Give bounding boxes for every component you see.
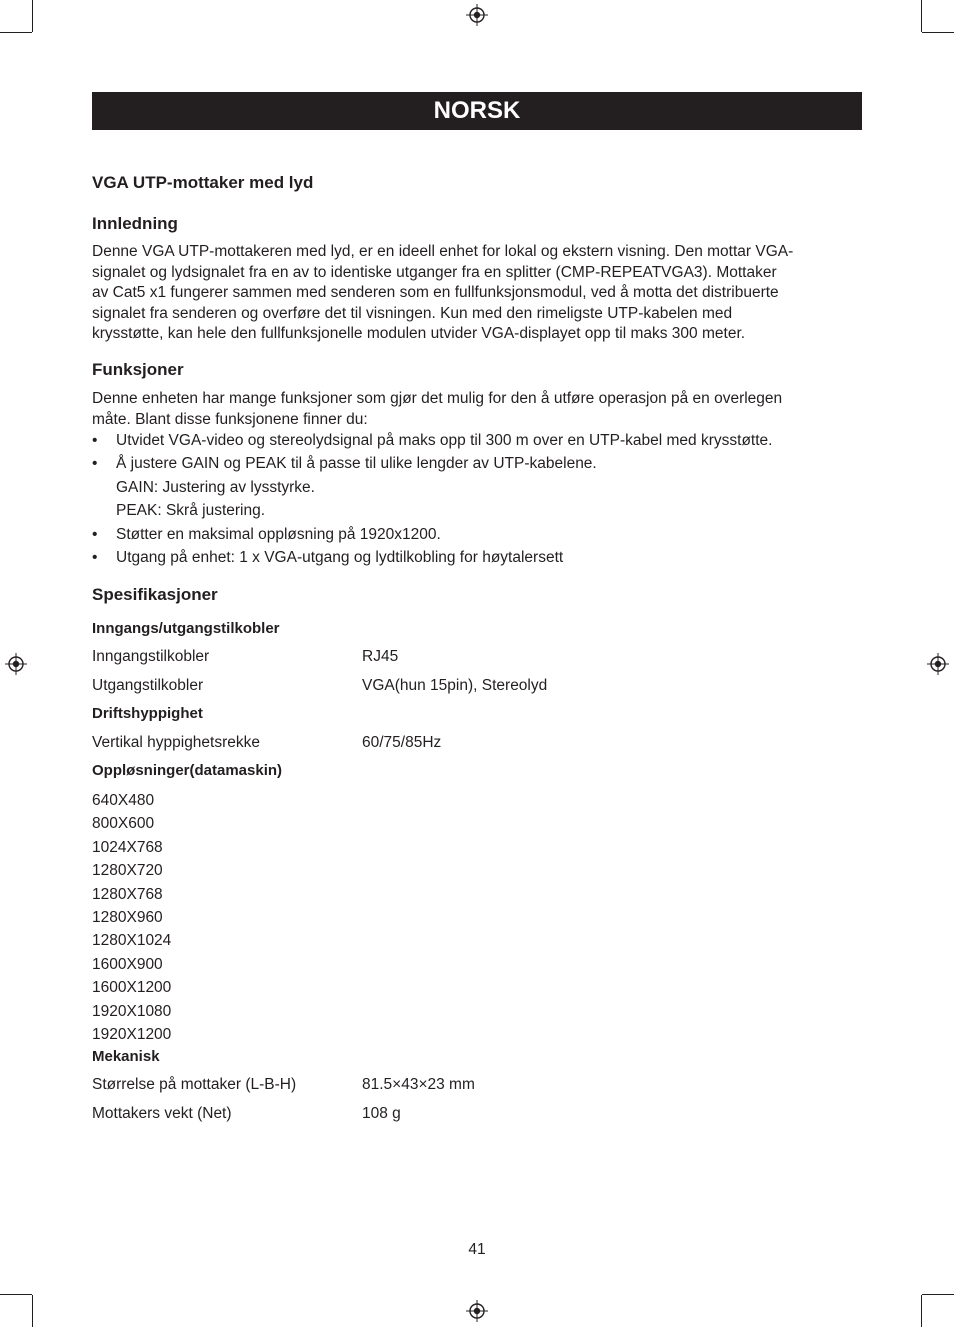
crop-mark-bottom-right-v xyxy=(921,1295,922,1327)
bullet-marker: • xyxy=(92,455,98,472)
registration-mark-icon xyxy=(466,4,488,26)
bullet-marker: • xyxy=(92,432,98,449)
functions-line: måte. Blant disse funksjonene finner du: xyxy=(92,410,368,428)
spec-group-title: Mekanisk xyxy=(92,1048,160,1065)
intro-paragraph xyxy=(92,242,867,345)
resolution-item: 1600X1200 xyxy=(92,979,172,997)
crop-mark-top-right-v xyxy=(921,0,922,32)
resolution-item: 640X480 xyxy=(92,792,155,809)
intro-line: av Cat5 x1 fungerer sammen med senderen som en fullfunksjonsmodul, ved å motta det distribuerte xyxy=(92,284,779,301)
bullet-item: Støtter en maksimal oppløsning på 1920x1200. xyxy=(116,526,441,543)
resolution-item: 1280X960 xyxy=(92,909,163,927)
spec-value: 60/75/85Hz xyxy=(362,734,442,751)
bullet-item: Utgang på enhet: 1 x VGA-utgang og lydtilkobling for høytalersett xyxy=(116,549,564,566)
resolution-item: 1920X1080 xyxy=(92,1002,172,1020)
spec-value: 81.5×43×23 mm xyxy=(362,1076,475,1093)
spec-label: Utgangstilkobler xyxy=(92,677,204,694)
crop-mark-bottom-left-h xyxy=(0,1294,32,1295)
specs-heading: Spesifikasjoner xyxy=(92,585,218,604)
page-number: 41 xyxy=(468,1241,486,1258)
bullet-sub-line: GAIN: Justering av lysstyrke. xyxy=(116,479,315,496)
intro-line: signalet fra senderen og overføre det til visningen. Kun med den rimeligste UTP-kabelen med xyxy=(92,304,733,322)
functions-paragraph xyxy=(92,389,867,430)
intro-heading: Innledning xyxy=(92,214,178,233)
resolution-item: 1024X768 xyxy=(92,838,163,856)
product-title: VGA UTP-mottaker med lyd xyxy=(92,173,314,192)
crop-mark-bottom-right-h xyxy=(922,1294,954,1295)
resolution-item: 800X600 xyxy=(92,815,155,833)
resolution-item: 1280X720 xyxy=(92,862,163,880)
bullet-sub-line: PEAK: Skrå justering. xyxy=(116,502,266,519)
intro-line: Denne VGA UTP-mottakeren med lyd, er en ideell enhet for lokal og ekstern visning. Den mottar VGA- xyxy=(92,243,794,260)
spec-group-title: Driftshyppighet xyxy=(92,705,203,722)
spec-group-title: Oppløsninger(datamaskin) xyxy=(92,762,283,779)
crop-mark-top-left-h xyxy=(0,32,32,33)
spec-label: Størrelse på mottaker (L-B-H) xyxy=(92,1076,297,1093)
spec-value: 108 g xyxy=(362,1105,401,1122)
intro-line: signalet og lydsignalet fra en av to identiske utganger fra en splitter (CMP-REPEATVGA3). Mottaker xyxy=(92,263,777,281)
crop-mark-top-left-v xyxy=(32,0,33,32)
spec-label: Mottakers vekt (Net) xyxy=(92,1105,232,1122)
resolution-item: 1920X1200 xyxy=(92,1026,172,1044)
registration-mark-icon xyxy=(466,1300,488,1322)
functions-heading: Funksjoner xyxy=(92,360,184,379)
functions-line: Denne enheten har mange funksjoner som gjør det mulig for den å utføre operasjon på en overlegen xyxy=(92,390,783,407)
bullet-item: Utvidet VGA-video og stereolydsignal på maks opp til 300 m over en UTP-kabel med krysstøtte. xyxy=(116,432,773,449)
spec-label: Vertikal hyppighetsrekke xyxy=(92,734,261,751)
language-banner: NORSK xyxy=(92,92,862,130)
crop-mark-bottom-left-v xyxy=(32,1295,33,1327)
bullet-item: Å justere GAIN og PEAK til å passe til ulike lengder av UTP-kabelene. xyxy=(116,455,597,472)
spec-value: VGA(hun 15pin), Stereolyd xyxy=(362,677,548,694)
spec-value: RJ45 xyxy=(362,648,399,665)
registration-mark-icon xyxy=(927,653,949,675)
spec-group-title: Inngangs/utgangstilkobler xyxy=(92,620,280,637)
resolution-item: 1600X900 xyxy=(92,955,163,973)
bullet-marker: • xyxy=(92,549,98,566)
resolution-list xyxy=(92,789,171,1046)
registration-mark-icon xyxy=(5,653,27,675)
crop-mark-top-right-h xyxy=(922,32,954,33)
intro-line: krysstøtte, kan hele den fullfunksjonelle modulen utvider VGA-displayet opp til maks 300 meter. xyxy=(92,325,746,342)
bullet-marker: • xyxy=(92,526,98,543)
spec-label: Inngangstilkobler xyxy=(92,648,210,665)
resolution-item: 1280X768 xyxy=(92,885,163,903)
resolution-item: 1280X1024 xyxy=(92,932,172,950)
